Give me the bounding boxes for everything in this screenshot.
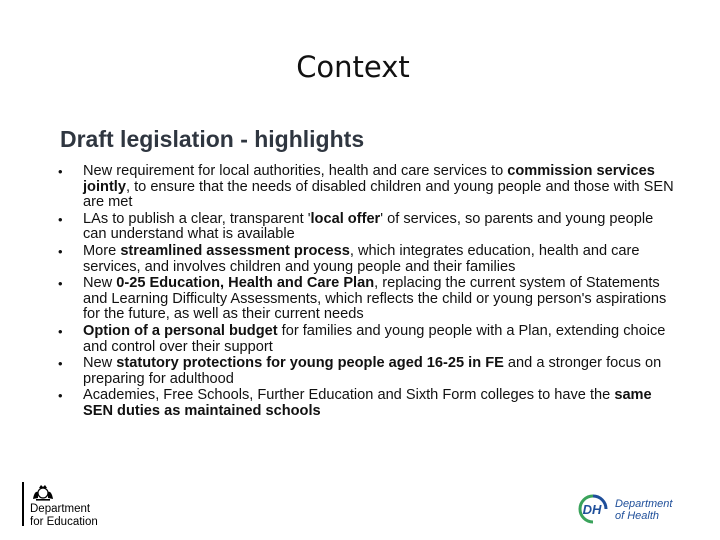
bullet-item	[58, 212, 678, 243]
bullet-item	[58, 276, 678, 323]
bullet-text: Academies, Free Schools, Further Education and Sixth Form colleges to have the	[83, 387, 615, 404]
dfe-line2: for Education	[30, 515, 98, 528]
heading: Draft legislation - highlights	[60, 126, 365, 152]
bullet-item	[58, 324, 678, 355]
dfe-logo-text	[30, 503, 98, 528]
bullet-item	[58, 244, 678, 275]
content-panel	[58, 126, 678, 421]
bullet-text: More	[83, 242, 121, 259]
bullet-icon: •	[58, 356, 63, 372]
royal-crest-icon	[30, 484, 56, 502]
bullet-icon: •	[58, 243, 63, 259]
dh-line1: Department	[615, 498, 673, 510]
logo-divider	[22, 482, 24, 526]
bullet-emphasis: streamlined assessment process	[120, 242, 350, 259]
bullet-emphasis: same SEN duties as maintained schools	[83, 387, 652, 419]
bullet-item	[58, 388, 678, 419]
slide-title: Context	[296, 50, 410, 84]
bullet-item	[58, 356, 678, 387]
bullet-item	[58, 164, 678, 211]
bullet-text: , to ensure that the needs of disabled children and young people and those with SEN are met	[83, 178, 674, 211]
bullet-text: ' of services, so parents and young people can understand what is available	[83, 210, 654, 243]
dh-logo	[574, 494, 694, 528]
svg-text:DH: DH	[582, 502, 602, 517]
dh-logo-text	[615, 498, 672, 522]
bullet-icon: •	[58, 323, 63, 339]
bullet-text: LAs to publish a clear, transparent '	[83, 210, 311, 227]
bullet-text: and a stronger focus on preparing for adulthood	[83, 355, 662, 387]
bullet-icon: •	[58, 276, 63, 292]
bullet-emphasis: statutory protections for young people aged 16-25 in FE	[116, 355, 504, 372]
dh-line2: of Health	[615, 510, 660, 522]
bullet-emphasis: commission services jointly	[83, 163, 655, 195]
dh-badge-icon	[574, 494, 612, 524]
bullet-text: for families and young people with a Plan, extending choice and control over their support	[83, 322, 666, 355]
bullet-icon: •	[58, 388, 63, 404]
bullet-list	[58, 164, 678, 420]
bullet-icon: •	[58, 164, 63, 179]
bullet-text: New requirement for local authorities, health and care services to	[83, 163, 508, 179]
bullet-text: New	[83, 275, 117, 292]
bullet-emphasis: 0-25 Education, Health and Care Plan	[116, 275, 375, 292]
bullet-text: , which integrates education, health and care services, and involves children and young people and their families	[83, 242, 640, 275]
dfe-line1: Department	[30, 503, 91, 515]
bullet-icon: •	[58, 211, 63, 227]
bullet-emphasis: Option of a personal budget	[83, 322, 278, 339]
bullet-text: , replacing the current system of Statements and Learning Difficulty Assessments, which reflects the child or young person's aspirations for the future, as well as their current needs	[83, 275, 667, 323]
bullet-text: New	[83, 355, 117, 372]
bullet-emphasis: local offer	[310, 210, 381, 227]
